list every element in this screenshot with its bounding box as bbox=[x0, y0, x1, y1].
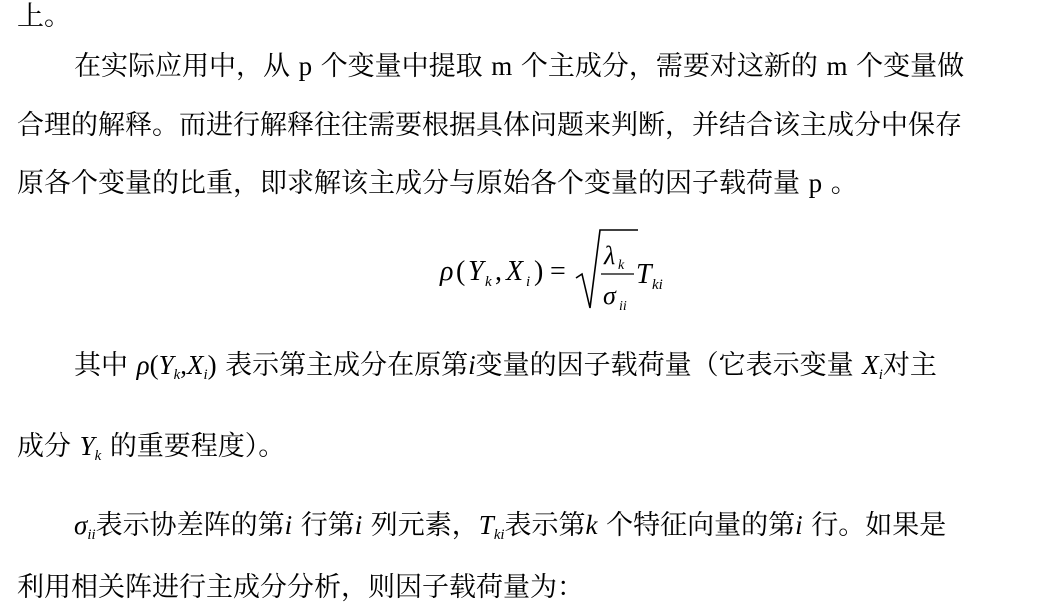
subscript-k: k bbox=[485, 274, 492, 290]
subscript-i: i bbox=[878, 367, 883, 384]
comma: , bbox=[180, 350, 187, 380]
variable-p: p bbox=[298, 51, 313, 81]
lambda-symbol: λ bbox=[604, 241, 616, 270]
text-segment: 。 bbox=[830, 168, 858, 199]
variable-m: m bbox=[826, 51, 848, 81]
Y-symbol: Y bbox=[158, 350, 174, 380]
variable-i: i bbox=[354, 510, 363, 540]
right-paren: ) bbox=[207, 350, 217, 380]
text-segment: 个主成分，需要对这新的 bbox=[520, 51, 818, 82]
subscript-ii: ii bbox=[619, 299, 627, 314]
variable-p: p bbox=[808, 168, 823, 198]
text-segment: 行第 bbox=[300, 510, 355, 541]
factor-loading-equation bbox=[438, 222, 678, 322]
left-paren: ( bbox=[456, 256, 466, 287]
subscript-ki: ki bbox=[493, 527, 505, 544]
left-paren: ( bbox=[149, 350, 159, 380]
Y-symbol: Y bbox=[468, 256, 484, 287]
text-line-4 bbox=[17, 170, 858, 197]
subscript-k: k bbox=[618, 258, 625, 273]
X-symbol: X bbox=[186, 350, 204, 380]
text-segment: 对主 bbox=[882, 350, 937, 381]
variable-m: m bbox=[491, 51, 513, 81]
text-line-2 bbox=[74, 53, 964, 80]
subscript-k: k bbox=[173, 367, 181, 384]
text-line-3: 合理的解释。而进行解释往往需要根据具体问题来判断，并结合该主成分中保存 bbox=[17, 110, 962, 141]
sigma-symbol: σ bbox=[74, 510, 88, 540]
text-segment: 表示协差阵的第 bbox=[95, 510, 285, 541]
text-segment: 其中 bbox=[74, 350, 128, 381]
comma: , bbox=[495, 256, 502, 287]
variable-k: k bbox=[585, 510, 598, 540]
text-segment: 行。如果是 bbox=[811, 510, 947, 541]
text-segment: 列元素， bbox=[370, 510, 479, 541]
text-line-1: 上。 bbox=[17, 1, 71, 32]
text-line-6 bbox=[17, 431, 286, 465]
subscript-i: i bbox=[526, 274, 531, 290]
text-segment: 变量的因子载荷量（它表示变量 bbox=[475, 350, 854, 381]
text-segment: 成分 bbox=[17, 431, 71, 462]
X-symbol: X bbox=[862, 350, 879, 380]
variable-i: i bbox=[284, 510, 293, 540]
Y-symbol: Y bbox=[79, 431, 95, 461]
variable-i: i bbox=[795, 510, 803, 540]
text-line-7 bbox=[74, 510, 947, 544]
text-line-5 bbox=[74, 350, 937, 384]
T-symbol: T bbox=[636, 259, 652, 290]
X-symbol: X bbox=[506, 256, 524, 287]
text-segment: 个特征向量的第 bbox=[606, 510, 796, 541]
text-segment: 表示第主成分在原第 bbox=[225, 350, 469, 381]
subscript-i: i bbox=[203, 367, 208, 384]
text-segment: 表示第 bbox=[504, 510, 586, 541]
sigma-symbol: σ bbox=[603, 281, 616, 310]
right-paren: ) bbox=[534, 256, 544, 287]
text-segment: 原各个变量的比重，即求解该主成分与原始各个变量的因子载荷量 bbox=[17, 168, 800, 199]
text-line-8: 利用相关阵进行主成分分析，则因子载荷量为： bbox=[17, 572, 584, 603]
rho-symbol: ρ bbox=[136, 350, 150, 380]
text-segment: 的重要程度）。 bbox=[109, 431, 286, 462]
variable-i: i bbox=[468, 350, 476, 380]
text-segment: 个变量中提取 bbox=[320, 51, 483, 82]
subscript-k: k bbox=[94, 448, 102, 465]
equals-sign: = bbox=[550, 256, 566, 287]
text-segment: 个变量做 bbox=[856, 51, 965, 82]
rho-symbol: ρ bbox=[440, 256, 454, 287]
text-segment: 在实际应用中，从 bbox=[74, 51, 290, 82]
subscript-ii: ii bbox=[87, 527, 96, 544]
T-symbol: T bbox=[478, 510, 494, 540]
subscript-ki: ki bbox=[652, 277, 663, 293]
